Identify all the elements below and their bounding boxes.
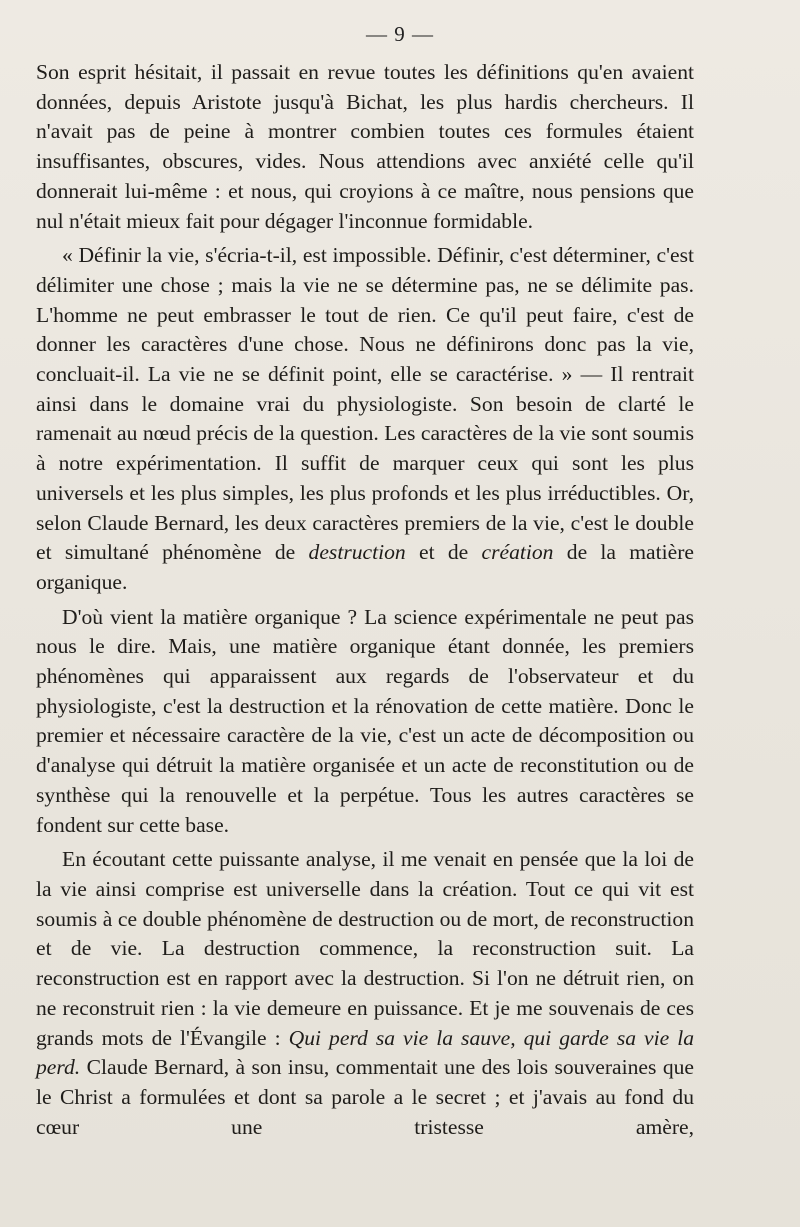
page-number: — 9 — (366, 22, 434, 46)
paragraph-2-text: « Définir la vie, s'écria-t-il, est impossible. Définir, c'est déterminer, c'est délimiter une chose ; mais la vie ne se détermine pas, ne se délimite pas. L'homme ne peut embrasser le tout de rien. Ce qu'il peut faire, c'est de donner les caractères d'une chose. Nous ne définirons donc pas la vie, concluait-il. La vie ne se définit point, elle se caractérise. » — Il rentrait ainsi dans le domaine vrai du physiologiste. Son besoin de clarté le ramenait au nœud précis de la question. Les caractères de la vie sont soumis à notre expérimentation. Il suffit de marquer ceux qui sont les plus universels et les plus simples, les plus profonds et les plus irréductibles. Or, selon Claude Bernard, les deux caractères premiers de la vie, c'est le double et simultané phénomène de (36, 243, 694, 565)
italic-creation: création (481, 540, 554, 565)
paragraph-2-between: et de (419, 540, 469, 565)
paragraph-1 (36, 58, 694, 236)
paragraph-4-after: Claude Bernard, à son insu, commentait une des lois souveraines que le Christ a formulées et dont sa parole a le secret ; et j'avais au fond du cœur une tristesse amère, (36, 1055, 694, 1139)
italic-gospel-quote: Qui perd sa vie la sauve, qui garde sa vie la perd. (36, 1025, 694, 1080)
paragraph-3-text: D'où vient la matière organique ? La science expérimentale ne peut pas nous le dire. Mais, une matière organique étant donnée, les premiers phénomènes qui apparaissent aux regards de l'observateur et du physiologiste, c'est la destruction et la rénovation de cette matière. Donc le premier et nécessaire caractère de la vie, c'est un acte de décomposition ou d'analyse qui détruit la matière organisée et un acte de reconstitution ou de synthèse qui la renouvelle et la perpétue. Tous les autres caractères se fondent sur cette base. (36, 604, 694, 837)
body-text (36, 58, 694, 1142)
paragraph-4-text: En écoutant cette puissante analyse, il me venait en pensée que la loi de la vie ainsi comprise est universelle dans la création. Tout ce qui vit est soumis à ce double phénomène de destruction ou de mort, de reconstruction et de vie. La destruction commence, la reconstruction suit. La reconstruction est en rapport avec la destruction. Si l'on ne détruit rien, on ne reconstruit rien : la vie demeure en puissance. Et je me souvenais de ces grands mots de l'Évangile : (36, 847, 694, 1050)
paragraph-2 (36, 241, 694, 597)
paragraph-4 (36, 845, 694, 1142)
paragraph-3 (36, 603, 694, 841)
paragraph-1-text: Son esprit hésitait, il passait en revue toutes les définitions qu'en avaient données, depuis Aristote jusqu'à Bichat, les plus hardis chercheurs. Il n'avait pas de peine à montrer combien toutes ces formules étaient insuffisantes, obscures, vides. Nous attendions avec anxiété celle qu'il donnerait lui-même : et nous, qui croyions à ce maître, nous pensions que nul n'était mieux fait pour dégager l'inconnue formidable. (36, 60, 694, 233)
paragraph-2-after: de la matière organique. (36, 540, 695, 594)
italic-destruction: destruction (308, 540, 406, 565)
